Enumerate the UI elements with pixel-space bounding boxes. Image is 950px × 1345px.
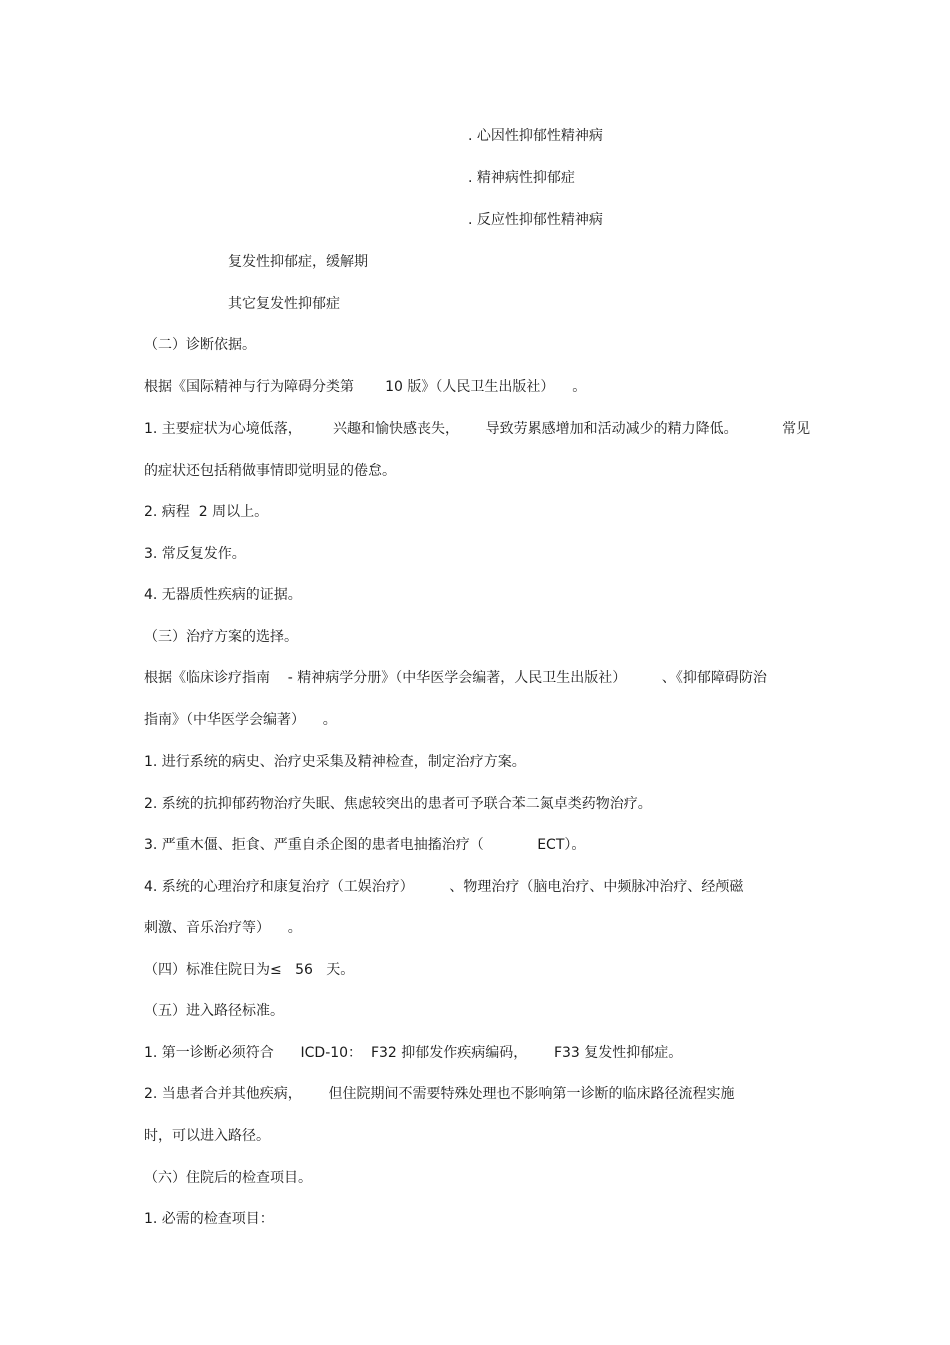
text-line: . 精神病性抑郁症 (468, 170, 575, 186)
text-line: 2. 当患者合并其他疾病， 但住院期间不需要特殊处理也不影响第一诊断的临床路径流程实施 (144, 1086, 735, 1102)
text-line: 3. 常反复发作。 (144, 546, 246, 562)
text-line: 2. 病程 2 周以上。 (144, 504, 269, 520)
text-line: 其它复发性抑郁症 (228, 296, 340, 312)
text-line: 4. 系统的心理治疗和康复治疗（工娱治疗） 、物理治疗（脑电治疗、中频脉冲治疗、经颅磁 (144, 879, 744, 895)
text-line: . 心因性抑郁性精神病 (468, 128, 603, 144)
text-line: . 反应性抑郁性精神病 (468, 212, 603, 228)
text-line: 根据《国际精神与行为障碍分类第 10 版》（人民卫生出版社） 。 (144, 379, 587, 395)
section-heading: （三）治疗方案的选择。 (144, 629, 298, 645)
text-line: 的症状还包括稍做事情即觉明显的倦怠。 (144, 463, 396, 479)
text-line: 刺激、音乐治疗等） 。 (144, 920, 302, 936)
text-line: 1. 第一诊断必须符合 ICD-10： F32 抑郁发作疾病编码， F33 复发性抑郁症。 (144, 1045, 683, 1061)
text-line: 时，可以进入路径。 (144, 1128, 270, 1144)
section-heading: （六）住院后的检查项目。 (144, 1170, 312, 1186)
text-line: 复发性抑郁症，缓解期 (228, 254, 368, 270)
section-heading: （二）诊断依据。 (144, 337, 256, 353)
text-line: 根据《临床诊疗指南 - 精神病学分册》（中华医学会编著，人民卫生出版社） 、《抑郁障碍防治 (144, 670, 767, 686)
text-line: 1. 必需的检查项目： (144, 1211, 274, 1227)
text-line: 2. 系统的抗抑郁药物治疗失眠、焦虑较突出的患者可予联合苯二氮卓类药物治疗。 (144, 796, 652, 812)
text-line: 3. 严重木僵、拒食、严重自杀企图的患者电抽搐治疗（ ECT）。 (144, 837, 586, 853)
text-line: 4. 无器质性疾病的证据。 (144, 587, 302, 603)
text-line: 1. 进行系统的病史、治疗史采集及精神检查，制定治疗方案。 (144, 754, 526, 770)
section-heading: （五）进入路径标准。 (144, 1003, 284, 1019)
text-line: 指南》（中华医学会编著） 。 (144, 712, 337, 728)
section-heading: （四）标准住院日为≤ 56 天。 (144, 962, 355, 978)
text-line: 1. 主要症状为心境低落， 兴趣和愉快感丧失， 导致劳累感增加和活动减少的精力降低。 常见 (144, 421, 811, 437)
